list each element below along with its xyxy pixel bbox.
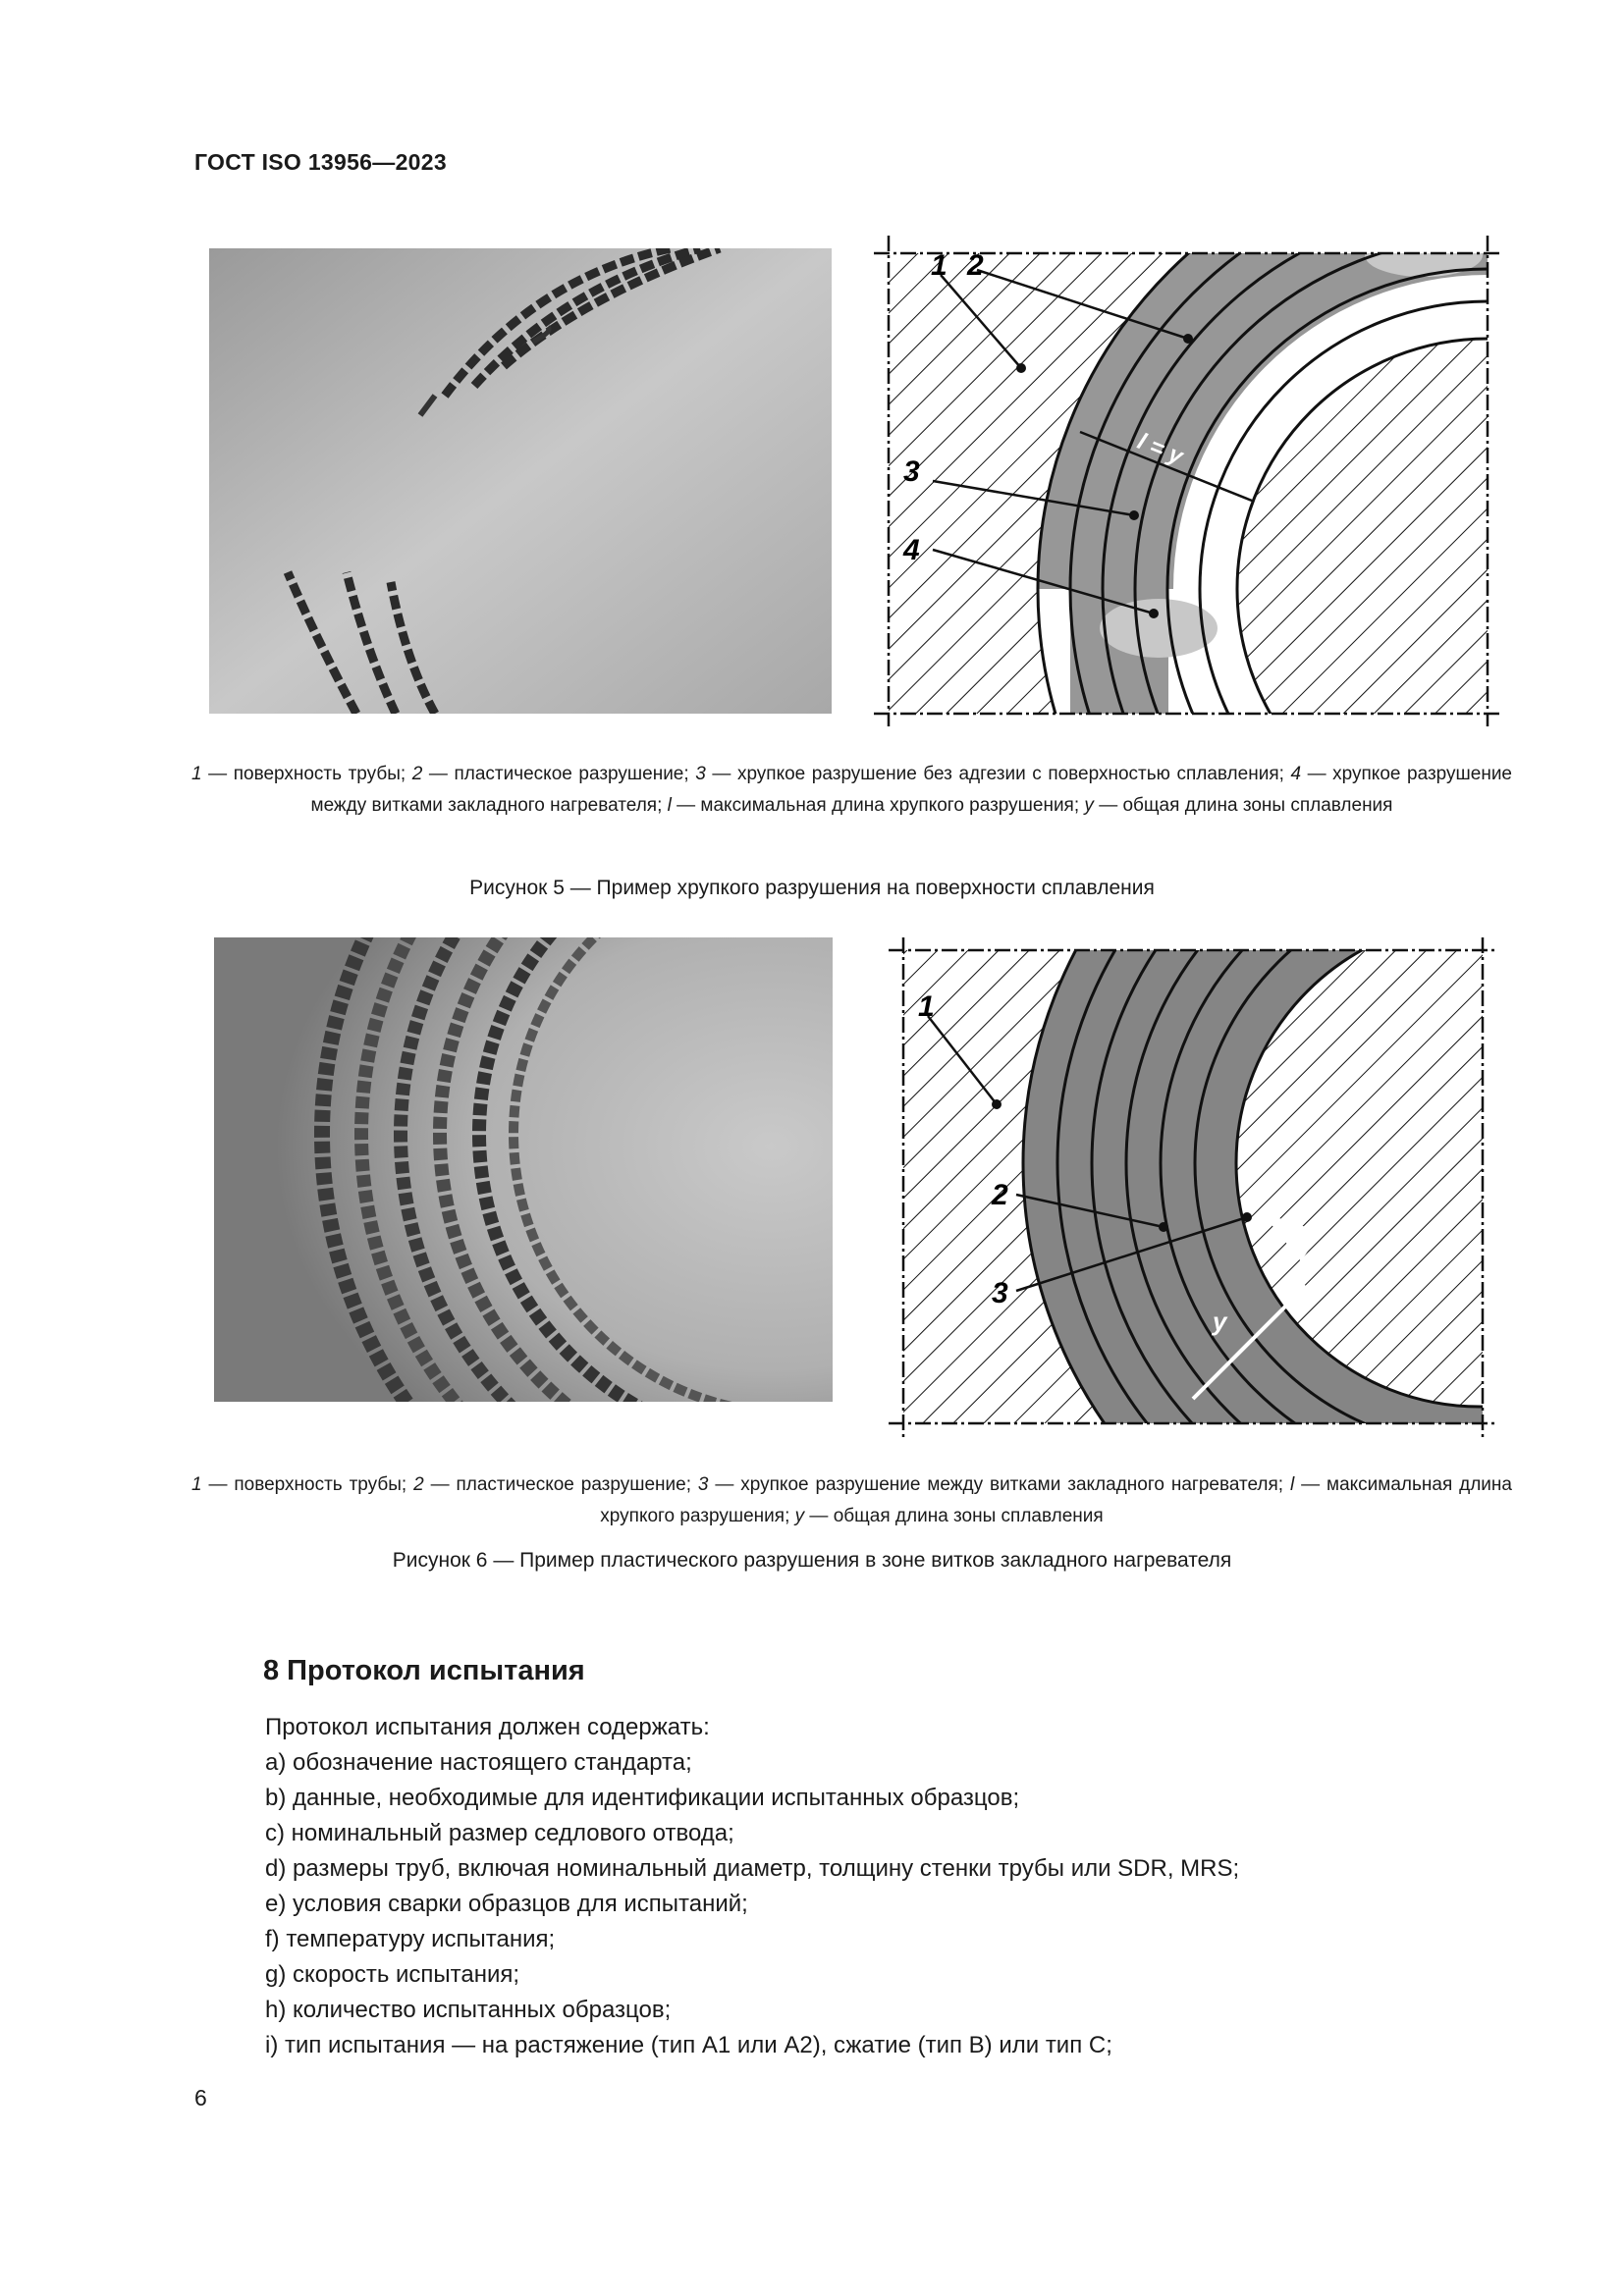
fig6-label-1: 1 [918,990,935,1023]
fig5-label-l-eq-y: l = y [1133,428,1187,470]
page-number: 6 [194,2085,207,2110]
legend-text: — хрупкое разрушение между витками закладного нагревателя; [708,1474,1290,1495]
figure6-diagram [889,937,1497,1438]
document-header: ГОСТ ISO 13956—2023 [194,149,447,175]
legend-text: — максимальная длина хрупкого разрушения; [600,1474,1512,1526]
fig6-label-2: 2 [992,1179,1008,1211]
figure5-title: Рисунок 5 — Пример хрупкого разрушения на поверхности сплавления [469,877,1155,899]
fig5-label-3: 3 [903,455,920,488]
figure5-diagram [874,236,1502,726]
legend-key: 1 [191,1474,202,1495]
list-item: c) номинальный размер седлового отвода; [265,1820,734,1846]
fig5-label-2: 2 [967,249,984,282]
section-heading: 8 Протокол испытания [263,1655,585,1686]
legend-text: — пластическое разрушение; [422,764,696,784]
fig5-label-4: 4 [903,534,920,566]
fig6-label-y: y [1213,1307,1227,1336]
legend-key: l [1289,1474,1295,1495]
list-item: d) размеры труб, включая номинальный диаметр, толщину стенки трубы или SDR, MRS; [265,1855,1240,1882]
figure5-photo [209,248,832,714]
legend-key: 4 [1290,764,1302,784]
list-item: a) обозначение настоящего стандарта; [265,1749,692,1776]
legend-key: y [794,1506,805,1526]
legend-text: — пластическое разрушение; [423,1474,698,1495]
legend-key: y [1084,795,1094,816]
figure6-title: Рисунок 6 — Пример пластического разрушения в зоне витков закладного нагревателя [392,1549,1232,1572]
fig5-label-1: 1 [931,249,947,282]
legend-key: 2 [411,764,423,784]
legend-key: 2 [413,1474,424,1495]
figure6-legend [191,1469,1512,1532]
legend-text: — поверхность трубы; [201,1474,414,1495]
legend-text: — хрупкое разрушение без адгезии с поверхностью сплавления; [705,764,1291,784]
legend-text: — поверхность трубы; [201,764,412,784]
figure6-photo [214,937,833,1402]
list-item: h) количество испытанных образцов; [265,1997,672,2023]
list-item: e) условия сварки образцов для испытаний; [265,1891,748,1917]
legend-text: — общая длина зоны сплавления [1093,795,1393,816]
list-item: g) скорость испытания; [265,1961,520,1988]
section-body [265,1710,1239,2063]
legend-key: 3 [697,1474,709,1495]
fig6-label-l: l [1286,1179,1294,1208]
legend-key: l [667,795,672,816]
list-item: b) данные, необходимые для идентификации испытанных образцов; [265,1785,1020,1811]
fig6-label-3: 3 [992,1277,1008,1309]
legend-text: — максимальная длина хрупкого разрушения; [671,795,1085,816]
list-item: i) тип испытания — на растяжение (тип A1 или A2), сжатие (тип B) или тип C; [265,2032,1112,2058]
figure5-legend [191,759,1512,822]
legend-key: 3 [695,764,706,784]
legend-text: — хрупкое разрушение между витками закладного нагревателя; [310,764,1512,816]
list-item: f) температуру испытания; [265,1926,556,1952]
section-intro: Протокол испытания должен содержать: [265,1714,710,1740]
legend-key: 1 [191,764,202,784]
legend-text: — общая длина зоны сплавления [804,1506,1104,1526]
